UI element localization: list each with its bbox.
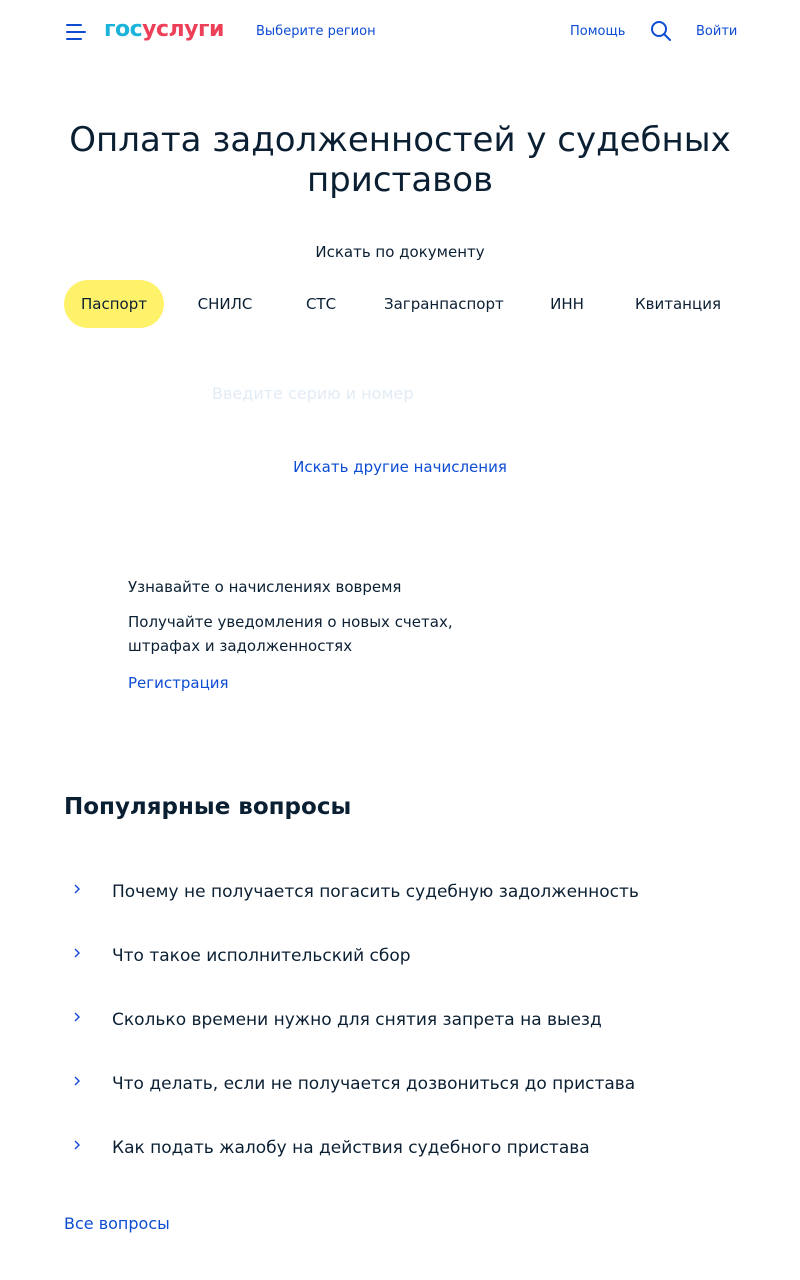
page-title: Оплата задолженностей у судебных приставов [69,120,731,200]
faq-question: Что такое исполнительский сбор [112,946,411,966]
chevron-right-icon [72,946,82,960]
menu-icon[interactable] [66,24,86,40]
help-link[interactable]: Помощь [570,24,626,39]
search-by-document-label: Искать по документу [315,243,485,261]
faq-question: Что делать, если не получается дозвониться до пристава [112,1074,636,1094]
faq-item[interactable] [64,1000,744,1040]
region-select-link[interactable]: Выберите регион [256,24,376,39]
chevron-right-icon [72,1138,82,1152]
notify-title: Узнавайте о начислениях вовремя [128,578,402,596]
tab-snils[interactable]: СНИЛС [197,295,253,313]
search-icon[interactable] [650,20,672,42]
faq-item[interactable] [64,1064,744,1104]
document-number-input[interactable] [212,380,588,406]
tab-foreign-passport[interactable]: Загранпаспорт [384,295,504,313]
tab-receipt[interactable]: Квитанция [635,295,721,313]
other-charges-link[interactable]: Искать другие начисления [293,458,507,476]
tab-inn[interactable]: ИНН [550,295,584,313]
faq-item[interactable] [64,936,744,976]
chevron-right-icon [72,1010,82,1024]
faq-title: Популярные вопросы [64,794,352,820]
faq-question: Сколько времени нужно для снятия запрета на выезд [112,1010,602,1030]
faq-question: Почему не получается погасить судебную задолженность [112,882,639,902]
document-tabs [0,280,800,328]
registration-link[interactable]: Регистрация [128,674,229,692]
chevron-right-icon [72,882,82,896]
all-questions-link[interactable]: Все вопросы [64,1214,170,1233]
tab-sts[interactable]: СТС [305,295,337,313]
faq-item[interactable] [64,1128,744,1168]
header [0,0,800,64]
chevron-right-icon [72,1074,82,1088]
tab-passport[interactable]: Паспорт [64,280,164,328]
faq-item[interactable] [64,872,744,912]
gosuslugi-logo[interactable]: госуслуги [104,17,224,42]
faq-question: Как подать жалобу на действия судебного пристава [112,1138,590,1158]
notify-text: Получайте уведомления о новых счетах, штрафах и задолженностях [128,613,453,655]
login-link[interactable]: Войти [696,24,738,39]
